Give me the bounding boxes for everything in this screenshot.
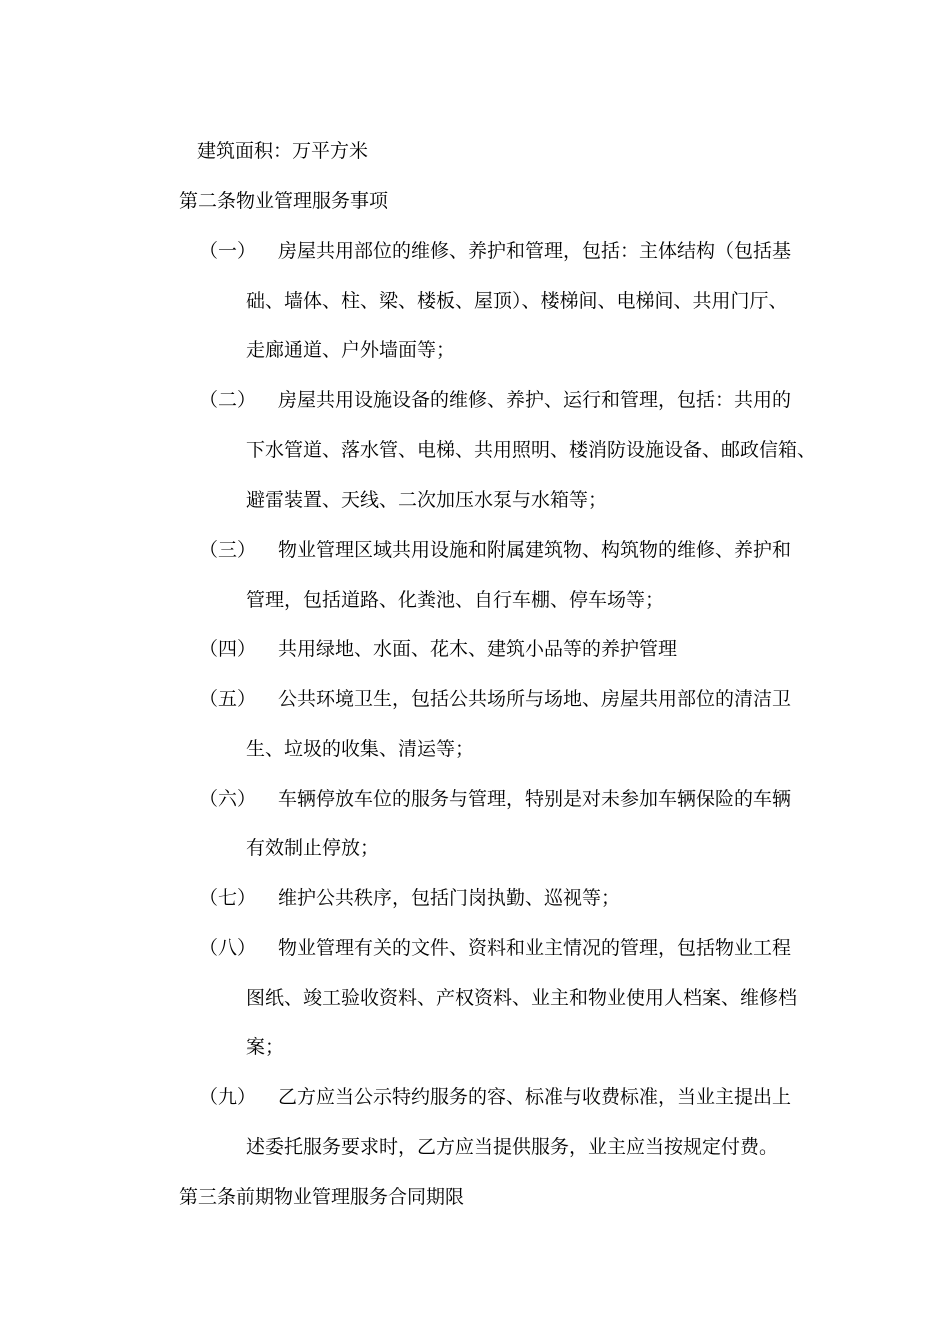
item-1-line-2: 础、墙体、柱、梁、楼板、屋顶）、楼梯间、电梯间、共用门厅、: [246, 290, 788, 312]
item-1-line-3: 走廊通道、户外墙面等；: [246, 339, 456, 361]
item-5-marker: （五）: [199, 688, 257, 710]
item-5-line-2: 生、垃圾的收集、清运等；: [246, 738, 475, 760]
article-2-title: 第二条物业管理服务事项: [179, 190, 389, 212]
item-1-line-1: 房屋共用部位的维修、养护和管理，包括：主体结构（包括基: [278, 240, 792, 262]
building-area-line: 建筑面积：万平方米: [197, 140, 369, 162]
item-1-marker: （一）: [199, 240, 257, 262]
item-2-line-3: 避雷装置、天线、二次加压水泵与水箱等；: [246, 489, 608, 511]
item-8-line-1: 物业管理有关的文件、资料和业主情况的管理，包括物业工程: [278, 937, 792, 959]
item-9-marker: （九）: [199, 1086, 257, 1108]
item-6-line-1: 车辆停放车位的服务与管理，特别是对未参加车辆保险的车辆: [278, 788, 792, 810]
item-9-line-2: 述委托服务要求时，乙方应当提供服务，业主应当按规定付费。: [246, 1136, 779, 1158]
item-4-marker: （四）: [199, 638, 257, 660]
item-2-line-1: 房屋共用设施设备的维修、养护、运行和管理，包括：共用的: [278, 389, 792, 411]
item-6-marker: （六）: [199, 788, 257, 810]
item-4-line-1: 共用绿地、水面、花木、建筑小品等的养护管理: [278, 638, 678, 660]
item-7-line-1: 维护公共秩序，包括门岗执勤、巡视等；: [278, 887, 621, 909]
item-3-line-1: 物业管理区域共用设施和附属建筑物、构筑物的维修、养护和: [278, 539, 792, 561]
item-8-line-2: 图纸、竣工验收资料、产权资料、业主和物业使用人档案、维修档: [246, 987, 798, 1009]
article-3-title: 第三条前期物业管理服务合同期限: [179, 1186, 465, 1208]
item-3-marker: （三）: [199, 539, 257, 561]
item-8-line-3: 案；: [246, 1036, 285, 1058]
item-2-marker: （二）: [199, 389, 257, 411]
item-8-marker: （八）: [199, 937, 257, 959]
item-9-line-1: 乙方应当公示特约服务的容、标准与收费标准，当业主提出上: [278, 1086, 792, 1108]
item-6-line-2: 有效制止停放；: [246, 837, 380, 859]
item-2-line-2: 下水管道、落水管、电梯、共用照明、楼消防设施设备、邮政信箱、: [246, 439, 817, 461]
item-5-line-1: 公共环境卫生，包括公共场所与场地、房屋共用部位的清洁卫: [278, 688, 792, 710]
item-7-marker: （七）: [199, 887, 257, 909]
item-3-line-2: 管理，包括道路、化粪池、自行车棚、停车场等；: [246, 589, 665, 611]
